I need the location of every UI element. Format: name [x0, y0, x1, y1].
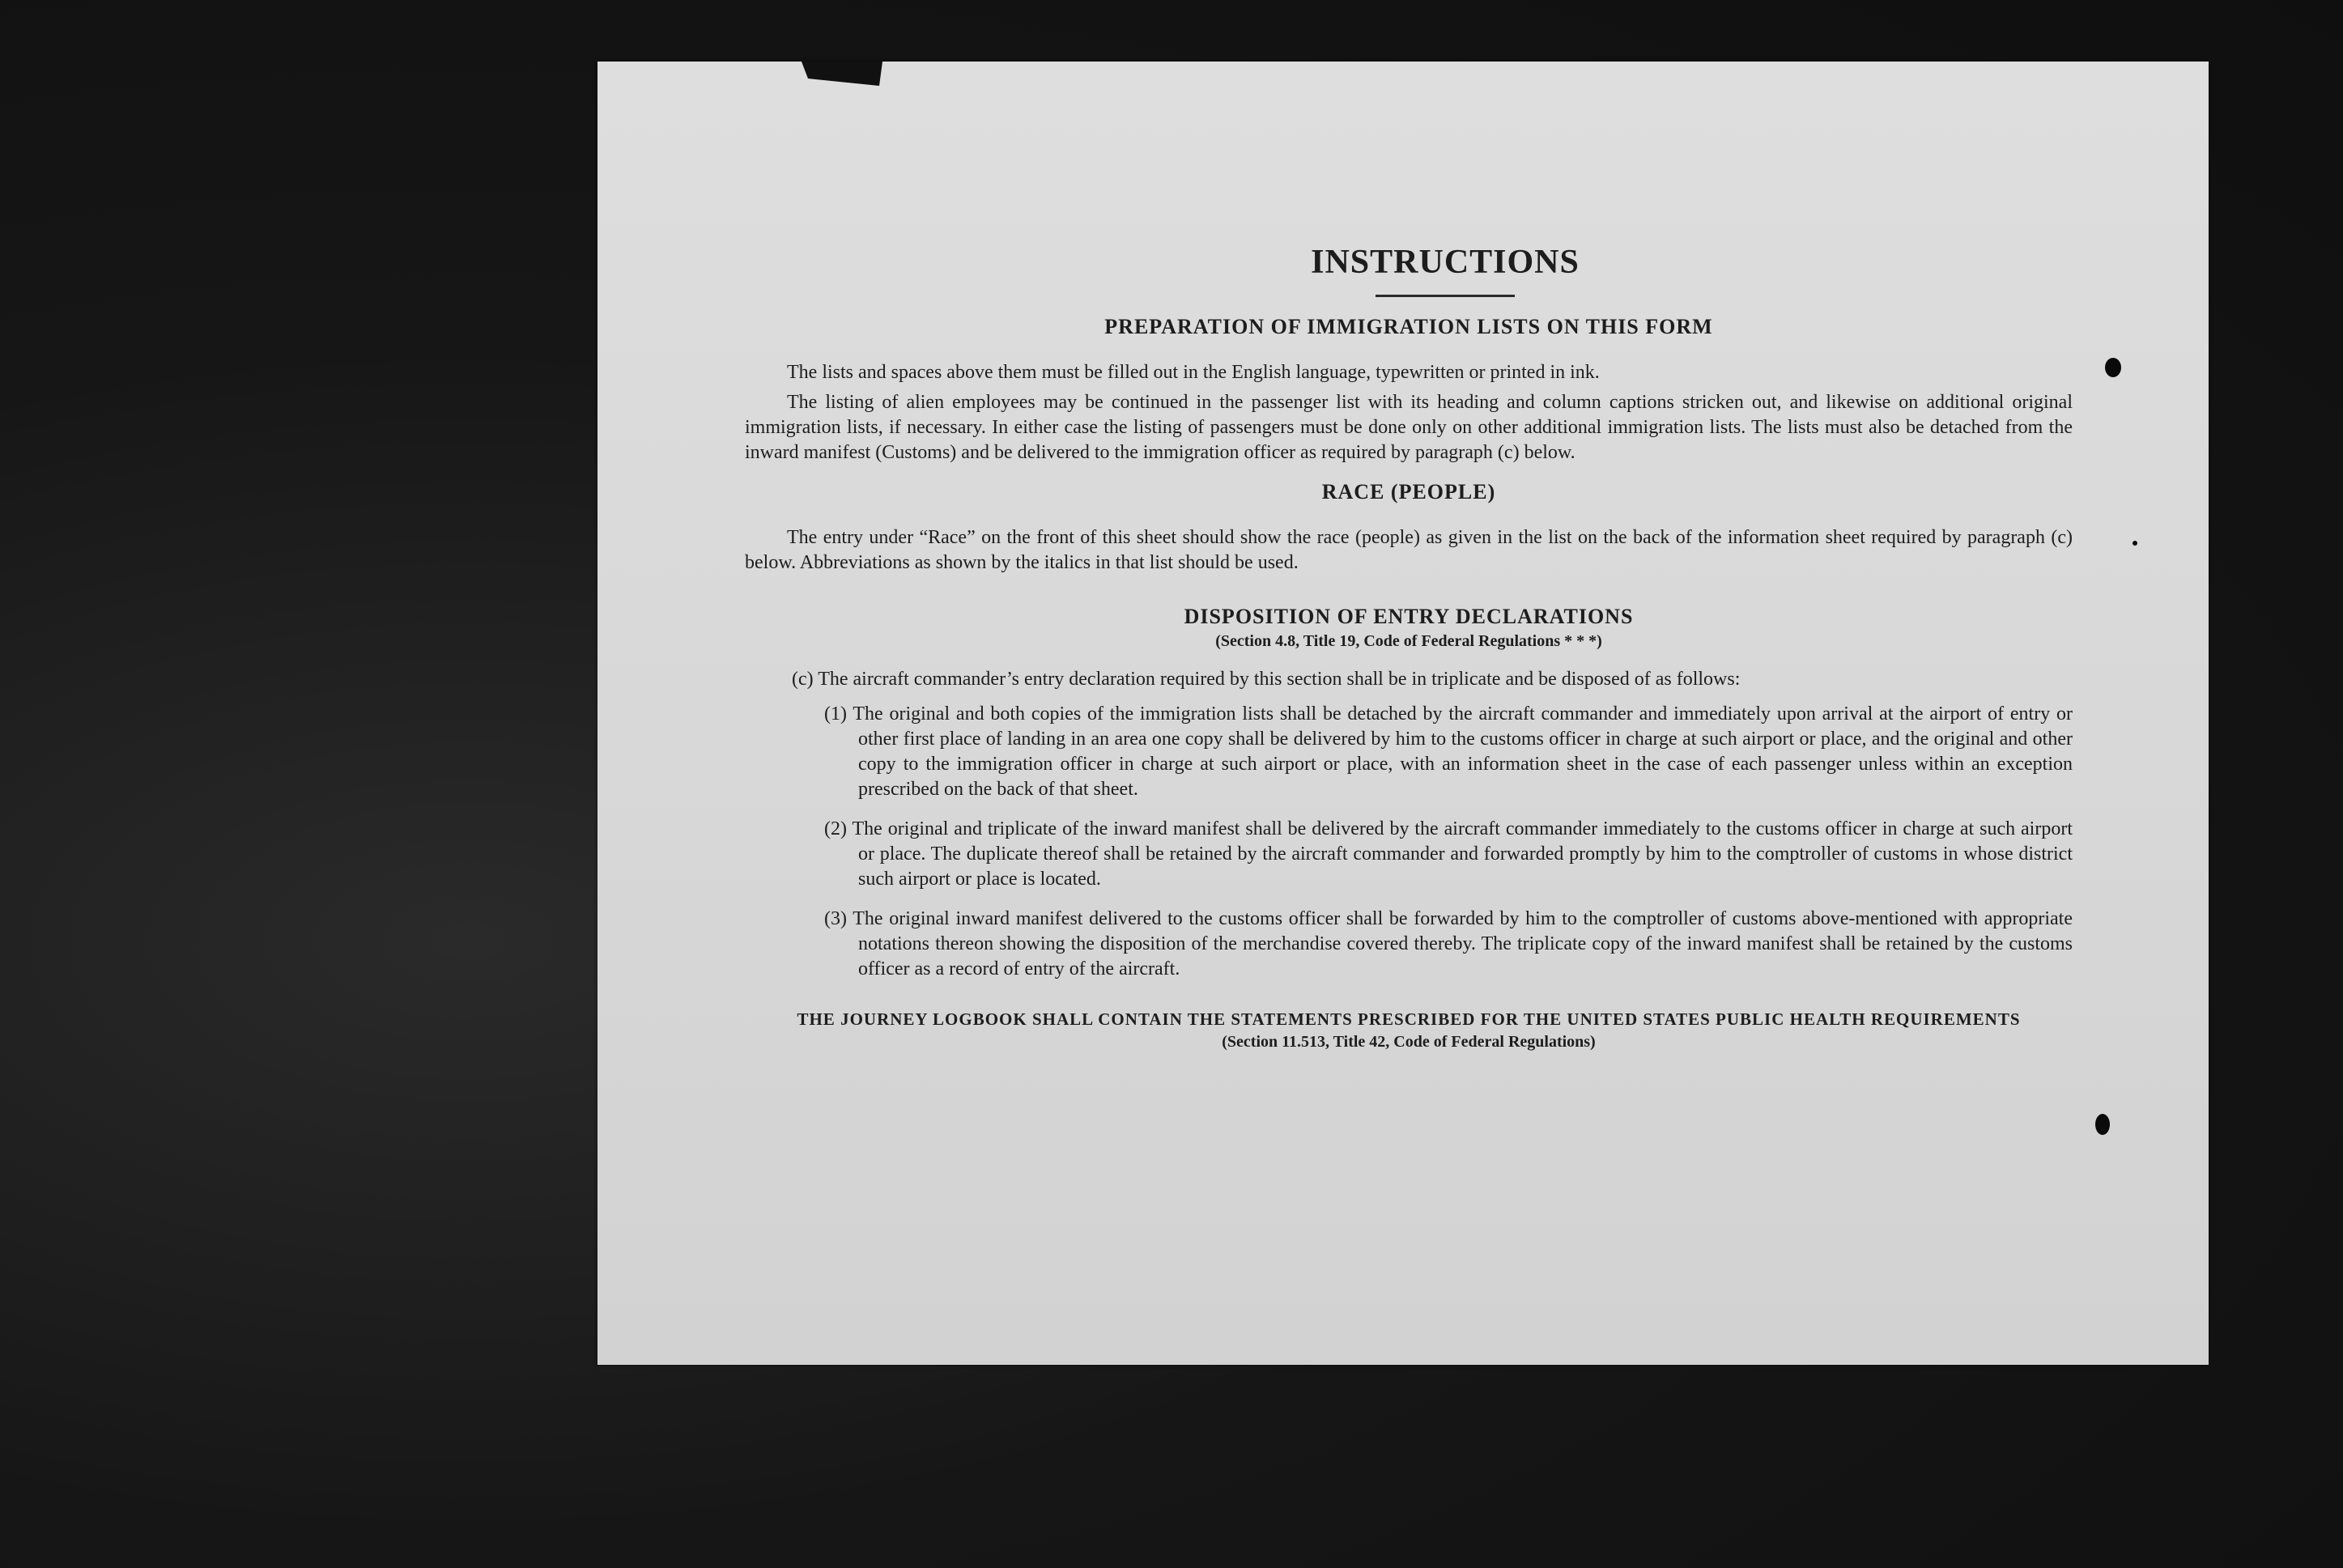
instructions-content	[745, 243, 2073, 1052]
ink-blot-bottom	[2095, 1114, 2110, 1135]
footer-citation: (Section 11.513, Title 42, Code of Federal Regulations)	[1222, 1033, 1596, 1051]
disposition-item-3: (3) The original inward manifest delivered to the customs officer shall be forwarded by him to the comptroller of customs above-mentioned with appropriate notations thereon showing the disposition of the merchandise covered thereby. The triplicate copy of the inward manifest shall be retained by the customs officer as a record of entry of the aircraft.	[824, 908, 2073, 979]
race-paragraph: The entry under “Race” on the front of this sheet should show the race (people) as given in the list on the back of the information sheet required by paragraph (c) below. Abbreviations as shown by the italics in that list should be used.	[745, 527, 2073, 573]
disposition-item-1: (1) The original and both copies of the immigration lists shall be detached by the aircraft commander and immediately upon arrival at the airport of entry or other first place of landing in an area one copy shall be delivered by him to the customs officer in charge at such airport or place, and the original and other copy to the immigration officer in charge at such airport or place, with an information sheet in the case of each passenger unless within an exception prescribed on the back of that sheet.	[824, 703, 2073, 800]
section-heading-disposition: DISPOSITION OF ENTRY DECLARATIONS	[1184, 605, 1634, 628]
footer-heading: THE JOURNEY LOGBOOK SHALL CONTAIN THE STATEMENTS PRESCRIBED FOR THE UNITED STATES PUBLIC HEALTH REQUIREMENTS	[797, 1009, 2021, 1029]
preparation-paragraph-2: The listing of alien employees may be continued in the passenger list with its heading and column captions stricken out, and likewise on additional original immigration lists, if necessary. In either case the listing of passengers must be done only on other additional immigration lists. The lists must also be detached from the inward manifest (Customs) and be delivered to the immigration officer as required by paragraph (c) below.	[745, 392, 2073, 463]
disposition-item-2: (2) The original and triplicate of the inward manifest shall be delivered by the aircraft commander immediately to the customs officer in charge at such airport or place. The duplicate thereof shall be retained by the aircraft commander and forwarded promptly by him to the comptroller of customs in whose district such airport or place is located.	[824, 818, 2073, 890]
disposition-citation: (Section 4.8, Title 19, Code of Federal Regulations * * *)	[1215, 632, 1602, 650]
page-title: INSTRUCTIONS	[1311, 244, 1580, 281]
ink-blot-top	[2105, 358, 2121, 377]
disposition-intro: (c) The aircraft commander’s entry declaration required by this section shall be in triplicate and be disposed of as follows:	[792, 669, 1741, 690]
title-underline	[1376, 295, 1515, 297]
preparation-paragraph-1: The lists and spaces above them must be filled out in the English language, typewritten or printed in ink.	[787, 362, 1600, 383]
section-heading-race: RACE (PEOPLE)	[1321, 480, 1496, 504]
section-heading-preparation: PREPARATION OF IMMIGRATION LISTS ON THIS FORM	[1104, 315, 1713, 338]
ink-speck	[2133, 541, 2137, 546]
